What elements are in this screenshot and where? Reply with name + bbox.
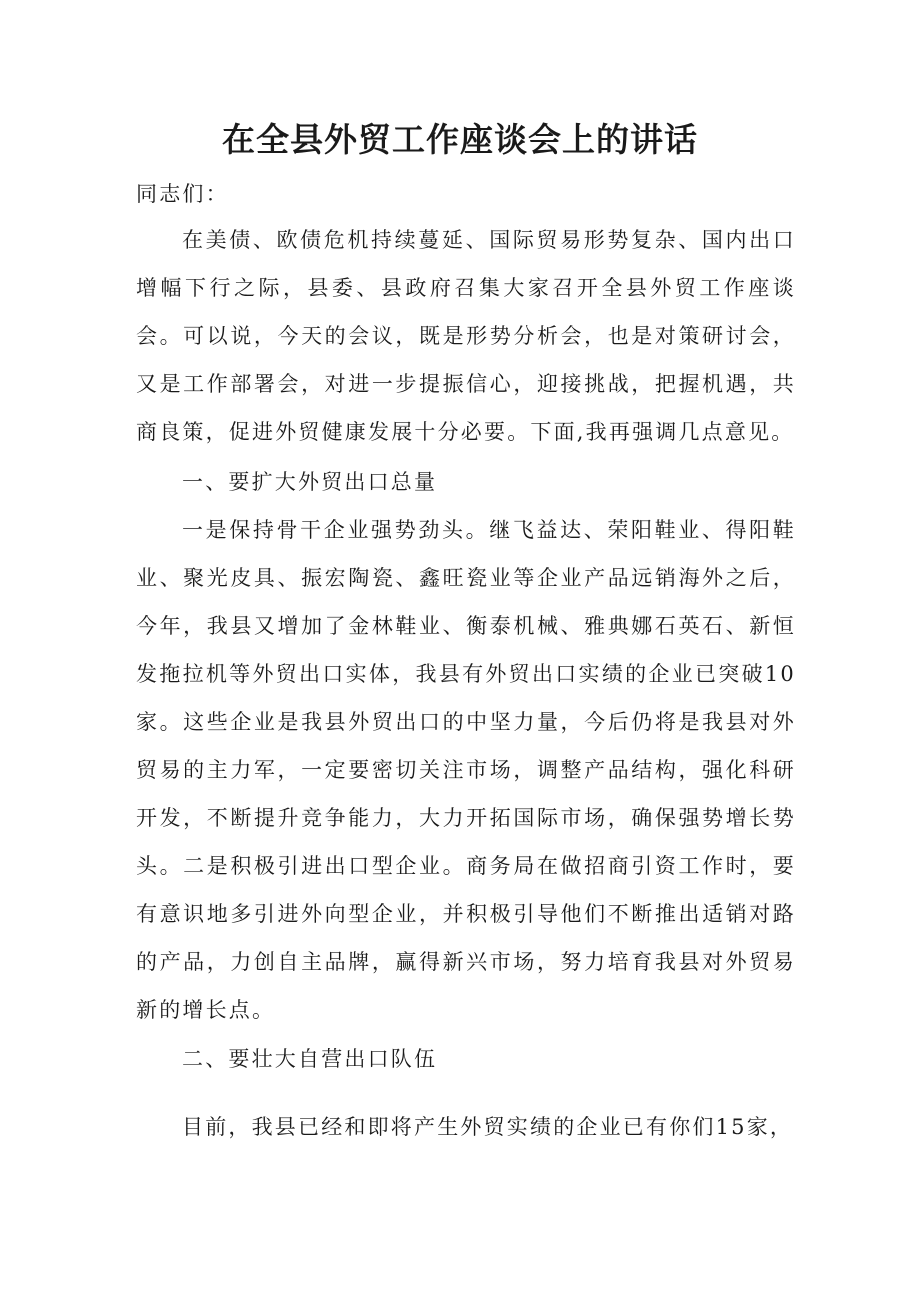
section-heading-2: 二、要壮大自营出口队伍 — [182, 1047, 438, 1071]
paragraph-intro: 在美债、欧债危机持续蔓延、国际贸易形势复杂、国内出口增幅下行之际，县委、县政府召集大家召开全县外贸工作座谈会。可以说，今天的会议，既是形势分析会，也是对策研讨会，又是工作部署会，对进一步提振信心，迎接挑战，把握机遇，共商良策，促进外贸健康发展十分必要。下面,我再强调几点意见。 — [136, 228, 796, 444]
greeting: 同志们： — [136, 182, 229, 206]
document-title: 在全县外贸工作座谈会上的讲话 — [222, 120, 698, 159]
paragraph-section-2: 目前，我县已经和即将产生外贸实绩的企业已有你们15家， — [182, 1115, 794, 1139]
section-heading-1: 一、要扩大外贸出口总量 — [182, 470, 438, 494]
paragraph-section-1: 一是保持骨干企业强势劲头。继飞益达、荣阳鞋业、得阳鞋业、聚光皮具、振宏陶瓷、鑫旺瓷业等企业产品远销海外之后，今年，我县又增加了金林鞋业、衡泰机械、雅典娜石英石、新恒发拖拉机等外贸出口实体，我县有外贸出口实绩的企业已突破10家。这些企业是我县外贸出口的中坚力量，今后仍将是我县对外贸易的主力军，一定要密切关注市场，调整产品结构，强化科研开发，不断提升竞争能力，大力开拓国际市场，确保强势增长势头。二是积极引进出口型企业。商务局在做招商引资工作时，要有意识地多引进外向型企业，并积极引导他们不断推出适销对路的产品，力创自主品牌，赢得新兴市场，努力培育我县对外贸易新的增长点。 — [136, 518, 796, 1022]
